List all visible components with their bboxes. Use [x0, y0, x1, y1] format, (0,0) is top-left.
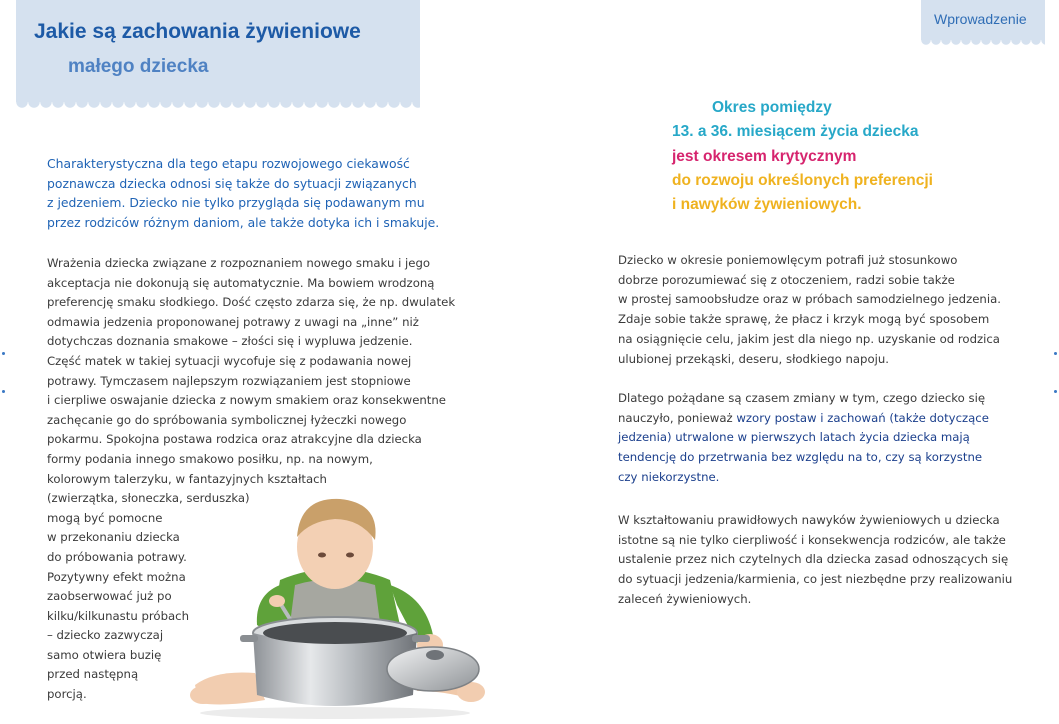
paragraph-line: ulubionej przekąski, deseru, słodkiego napoju. [618, 351, 889, 366]
body-line: do próbowania potrawy. [47, 549, 187, 564]
emphasis-line: jedzenia) utrwalone w pierwszych latach życia dziecka mają [618, 430, 970, 445]
body-line: przed następną [47, 667, 139, 682]
page-title: Jakie są zachowania żywieniowe [34, 20, 361, 43]
body-line: zaobserwować już po [47, 589, 172, 604]
body-line: formy podania innego smakowo posiłku, np. na nowym, [47, 451, 373, 466]
margin-dot [1054, 352, 1057, 355]
paragraph-line: W kształtowaniu prawidłowych nawyków żywieniowych u dziecka [618, 513, 1000, 527]
paragraph-line: Dziecko w okresie poniemowlęcym potrafi już stosunkowo [618, 253, 958, 267]
body-line: odmawia jedzenia proponowanej potrawy z uwagi na „inne” niż [47, 314, 419, 329]
emphasis-text: wzory postaw i zachowań (także dotyczące [736, 410, 989, 425]
lead-line: poznawcza dziecka odnosi się także do sytuacji związanych [47, 175, 417, 191]
paragraph-line: ustalenie przez nich czytelnych dla dziecka zasad odnoszących się [618, 552, 1009, 567]
highlight-line: Okres pomiędzy [712, 99, 832, 116]
highlight-line: jest okresem krytycznym [672, 147, 857, 165]
paragraph-line: na osiągnięcie celu, jakim jest dla niego np. uzyskanie od rodzica [618, 331, 1000, 346]
body-line: samo otwiera buzię [47, 647, 162, 662]
body-line: kilku/kilkunastu próbach [47, 608, 189, 623]
lead-line: Charakterystyczna dla tego etapu rozwojowego ciekawość [47, 156, 410, 171]
paragraph-line: istotne są nie tylko cierpliwość i konsekwencja rodziców, ale także [618, 532, 1006, 547]
body-line: akceptacja nie dokonują się automatycznie. Ma bowiem wrodzoną [47, 275, 435, 290]
child-with-pot-illustration [185, 485, 495, 720]
body-line: mogą być pomocne [47, 510, 163, 525]
lead-line: przez rodziców różnym daniom, ale także dotyka ich i smakuje. [47, 215, 440, 231]
body-line: porcją. [47, 687, 87, 702]
paragraph-line: Dlatego pożądane są czasem zmiany w tym, czego dziecko się [618, 391, 986, 405]
margin-dot [2, 352, 5, 355]
body-line: dotychczas doznania smakowe – złości się i wypluwa jedzenie. [47, 334, 413, 349]
body-line: potrawy. Tymczasem najlepszym rozwiązaniem jest stopniowe [47, 373, 411, 388]
paragraph-line: zaleceń żywieniowych. [618, 591, 752, 606]
paragraph-line: Zdaje sobie także sprawę, że płacz i krzyk mogą być sposobem [618, 312, 990, 327]
body-line: (zwierzątka, słoneczka, serduszka) [47, 491, 250, 506]
body-line: i cierpliwe oswajanie dziecka z nowym smakiem oraz konsekwentne [47, 393, 446, 408]
body-line: kolorowym talerzyku, w fantazyjnych kształtach [47, 471, 327, 486]
margin-dot [2, 390, 5, 393]
paragraph-line [618, 409, 989, 429]
paragraph-line: do sytuacji jedzenia/karmienia, co jest niezbędne przy realizowaniu [618, 572, 1013, 587]
emphasis-line: tendencję do przetrwania bez względu na to, czy są korzystne [618, 450, 983, 465]
scallop-edge [16, 96, 420, 108]
body-line: – dziecko zazwyczaj [47, 628, 164, 643]
margin-dot [1054, 390, 1057, 393]
body-line: Pozytywny efekt można [47, 569, 186, 584]
plain-text: nauczyło, ponieważ [618, 410, 737, 425]
title-banner [16, 0, 420, 102]
highlight-quote [672, 96, 933, 217]
section-tab-label: Wprowadzenie [934, 11, 1027, 27]
body-line: preferencję smaku słodkiego. Dość często zdarza się, że np. dwulatek [47, 295, 456, 310]
body-line: pokarmu. Spokojna postawa rodzica oraz atrakcyjne dla dziecka [47, 432, 422, 447]
paragraph-1 [618, 251, 1001, 369]
emphasis-line: czy niekorzystne. [618, 469, 720, 484]
page-subtitle: małego dziecka [68, 56, 209, 77]
highlight-line: 13. a 36. miesiącem życia dziecka [672, 123, 919, 141]
body-line: w przekonaniu dziecka [47, 530, 180, 545]
lead-paragraph [47, 154, 439, 233]
paragraph-2 [618, 389, 989, 488]
lead-line: z jedzeniem. Dziecko nie tylko przygląda się podawanym mu [47, 195, 425, 211]
scallop-edge [921, 35, 1045, 45]
paragraph-3 [618, 511, 1012, 610]
highlight-line: i nawyków żywieniowych. [672, 196, 862, 214]
body-line: Część matek w takiej sytuacji wycofuje się z podawania nowej [47, 353, 412, 368]
paragraph-line: dobrze porozumiewać się z otoczeniem, radzi sobie także [618, 272, 955, 287]
paragraph-line: w prostej samoobsłudze oraz w próbach samodzielnego jedzenia. [618, 292, 1001, 307]
body-line: zachęcanie go do spróbowania symbolicznej łyżeczki nowego [47, 412, 407, 427]
highlight-line: do rozwoju określonych preferencji [672, 171, 933, 189]
body-line: Wrażenia dziecka związane z rozpoznaniem nowego smaku i jego [47, 256, 431, 270]
